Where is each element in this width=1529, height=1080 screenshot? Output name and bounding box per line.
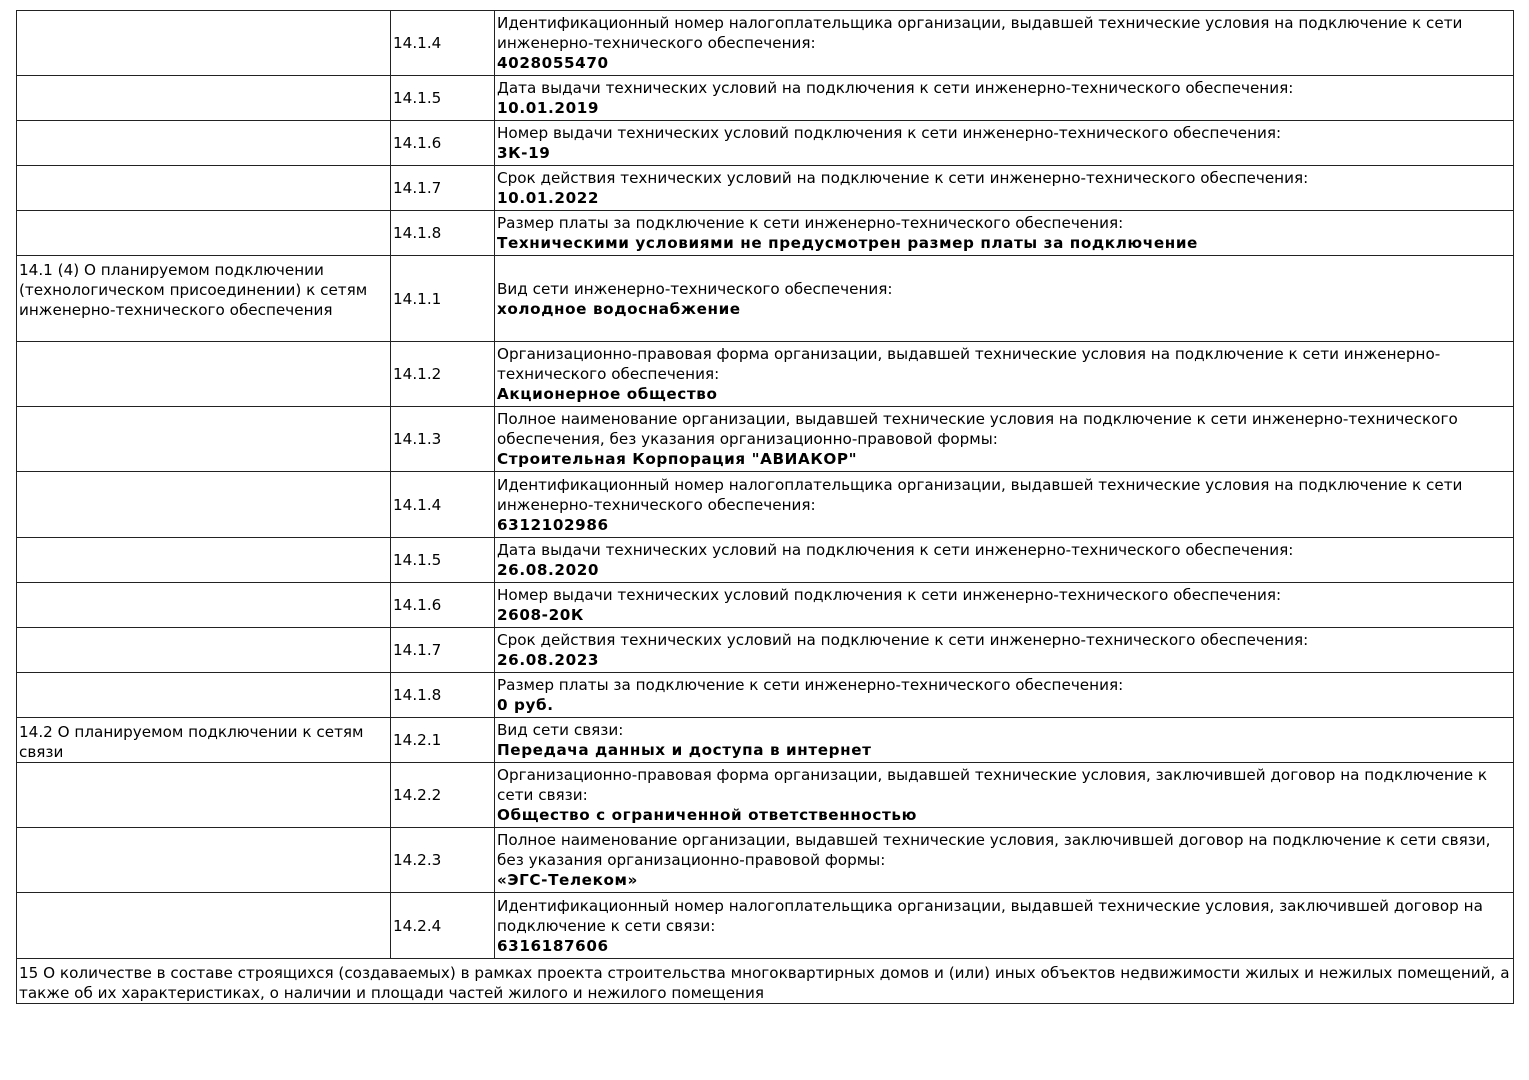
table-row [17,828,1514,893]
table-row [17,763,1514,828]
item-value: 26.08.2023 [497,651,600,669]
item-number: 14.1.7 [391,628,495,673]
item-cell [495,211,1514,256]
table-row [17,673,1514,718]
item-cell [495,718,1514,763]
item-value: Строительная Корпорация "АВИАКОР" [497,450,858,468]
item-label: Организационно-правовая форма организации, выдавшей технические условия, заключившей договор на подключение к сети связи: [497,766,1488,804]
item-value: «ЭГС-Телеком» [497,871,638,889]
item-number: 14.1.8 [391,673,495,718]
item-cell [495,673,1514,718]
item-label: Идентификационный номер налогоплательщика организации, выдавшей технические условия на подключение к сети инженерно-технического обеспечения: [497,14,1463,52]
table-row [17,166,1514,211]
item-value: 26.08.2020 [497,561,600,579]
item-number: 14.2.4 [391,893,495,959]
table-row [17,11,1514,76]
item-value: 2608-20К [497,606,584,624]
item-number: 14.2.1 [391,718,495,763]
section-title [17,121,391,166]
item-value: 6316187606 [497,936,609,955]
item-cell [495,893,1514,959]
item-label: Идентификационный номер налогоплательщика организации, выдавшей технические условия на подключение к сети инженерно-технического обеспечения: [497,475,1463,514]
item-number: 14.1.2 [391,342,495,407]
item-label: Размер платы за подключение к сети инженерно-технического обеспечения: [497,676,1124,694]
item-number: 14.2.2 [391,763,495,828]
item-number: 14.1.5 [391,76,495,121]
section-title [17,893,391,959]
section-title [17,342,391,407]
item-cell [495,472,1514,538]
item-value: Общество с ограниченной ответственностью [497,806,917,824]
table-row [17,628,1514,673]
section-title [17,472,391,538]
item-label: Срок действия технических условий на подключение к сети инженерно-технического обеспечения: [497,169,1309,187]
section-title [17,166,391,211]
item-label: Номер выдачи технических условий подключения к сети инженерно-технического обеспечения: [497,586,1282,604]
section-title [17,628,391,673]
item-number: 14.1.6 [391,121,495,166]
item-value: 6312102986 [497,515,609,534]
item-label: Дата выдачи технических условий на подключения к сети инженерно-технического обеспечения: [497,79,1294,97]
table-row [17,256,1514,342]
item-value: 3К-19 [497,144,551,162]
section-title [17,583,391,628]
item-cell [495,166,1514,211]
item-number: 14.1.4 [391,11,495,76]
item-label: Размер платы за подключение к сети инженерно-технического обеспечения: [497,214,1124,232]
table-row [17,472,1514,538]
table-row [17,583,1514,628]
item-cell [495,76,1514,121]
item-label: Идентификационный номер налогоплательщика организации, выдавшей технические условия, заключившей договор на подключение к сети связи: [497,896,1483,935]
item-number: 14.1.8 [391,211,495,256]
section-title [17,538,391,583]
item-number: 14.2.3 [391,828,495,893]
item-value: 10.01.2022 [497,189,600,207]
table-row [17,893,1514,959]
item-cell [495,763,1514,828]
item-number: 14.1.6 [391,583,495,628]
item-number: 14.1.7 [391,166,495,211]
item-value: Акционерное общество [497,385,718,403]
section-title [17,76,391,121]
item-label: Вид сети связи: [497,721,624,739]
item-value: холодное водоснабжение [497,299,741,318]
section-title: 14.2 О планируемом подключении к сетям связи [17,718,391,763]
item-label: Номер выдачи технических условий подключения к сети инженерно-технического обеспечения: [497,124,1282,142]
item-cell [495,256,1514,342]
item-label: Срок действия технических условий на подключение к сети инженерно-технического обеспечения: [497,631,1309,649]
document-table [16,10,1514,1004]
section-15-title: 15 О количестве в составе строящихся (создаваемых) в рамках проекта строительства многоквартирных домов и (или) иных объектов недвижимости жилых и нежилых помещений, а также об их характеристиках, о наличии и площади частей жилого и нежилого помещения [17,959,1514,1004]
table-row [17,538,1514,583]
table-row [17,718,1514,763]
item-cell [495,583,1514,628]
table-row [17,121,1514,166]
section-title [17,763,391,828]
item-cell [495,538,1514,583]
item-label: Дата выдачи технических условий на подключения к сети инженерно-технического обеспечения: [497,541,1294,559]
item-number: 14.1.1 [391,256,495,342]
item-value: Передача данных и доступа в интернет [497,741,872,759]
table-row [17,342,1514,407]
item-value: 0 руб. [497,696,554,714]
section-title [17,673,391,718]
section-title: 14.1 (4) О планируемом подключении (технологическом присоединении) к сетям инженерно-технического обеспечения [17,256,391,342]
item-cell [495,828,1514,893]
item-label: Полное наименование организации, выдавшей технические условия на подключение к сети инженерно-технического обеспечения, без указания организационно-правовой формы: [497,410,1458,448]
item-value: 4028055470 [497,54,609,72]
section-title [17,828,391,893]
item-value: Техническими условиями не предусмотрен размер платы за подключение [497,234,1198,252]
item-cell [495,11,1514,76]
section-title [17,211,391,256]
table-row [17,211,1514,256]
item-number: 14.1.3 [391,407,495,472]
item-label: Вид сети инженерно-технического обеспечения: [497,279,893,298]
item-cell [495,121,1514,166]
section-15-row [17,959,1514,1004]
item-label: Организационно-правовая форма организации, выдавшей технические условия на подключение к сети инженерно-технического обеспечения: [497,345,1441,383]
item-number: 14.1.4 [391,472,495,538]
item-cell [495,407,1514,472]
item-cell [495,628,1514,673]
table-row [17,407,1514,472]
section-title [17,11,391,76]
item-value: 10.01.2019 [497,99,600,117]
item-number: 14.1.5 [391,538,495,583]
item-cell [495,342,1514,407]
section-title [17,407,391,472]
table-row [17,76,1514,121]
item-label: Полное наименование организации, выдавшей технические условия, заключившей договор на подключение к сети связи, без указания организационно-правовой формы: [497,831,1491,869]
